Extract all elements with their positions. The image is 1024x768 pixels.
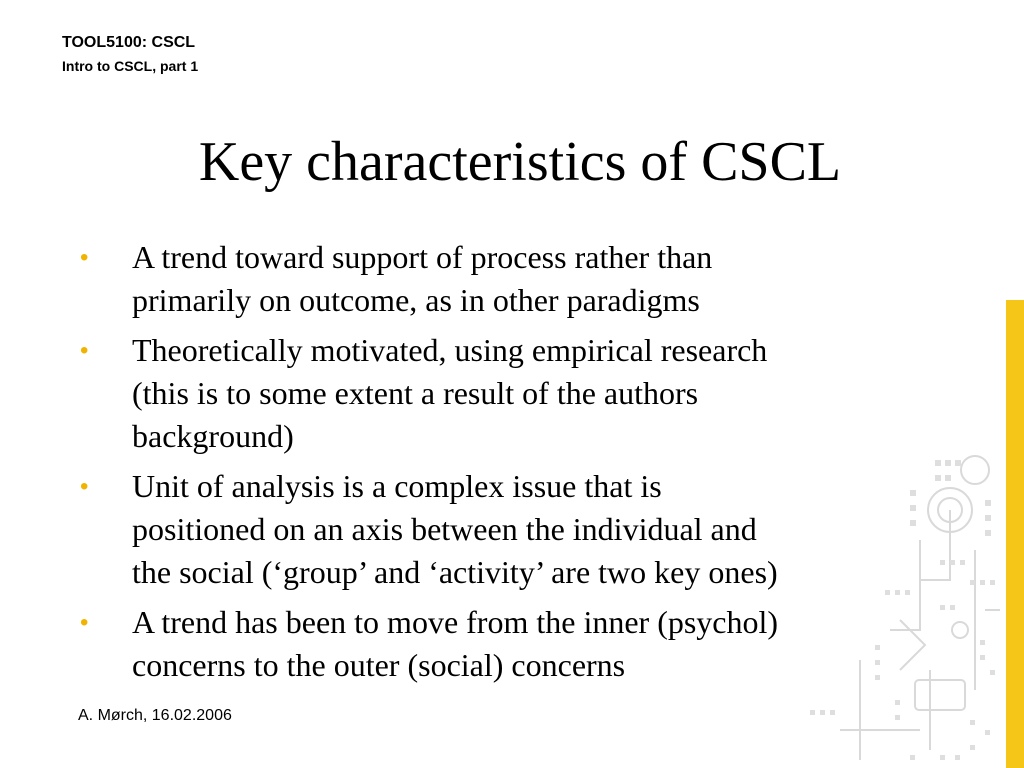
bullet-line: background) — [132, 418, 294, 454]
bullet-line: concerns to the outer (social) concerns — [132, 647, 626, 683]
course-subtitle: Intro to CSCL, part 1 — [62, 58, 199, 74]
bullet-line: positioned on an axis between the individual and — [132, 511, 757, 547]
bullet-item — [80, 236, 960, 322]
bullet-icon: • — [80, 473, 89, 500]
slide-title: Key characteristics of CSCL — [198, 131, 842, 193]
bullet-line: Theoretically motivated, using empirical research — [132, 332, 768, 368]
bullet-line: A trend has been to move from the inner (psychol) — [132, 604, 779, 640]
bullet-line: primarily on outcome, as in other paradigms — [132, 282, 700, 318]
accent-bar — [1006, 300, 1024, 768]
bullet-icon: • — [80, 337, 89, 364]
footer-author-date: A. Mørch, 16.02.2006 — [78, 707, 232, 724]
circuit-decoration — [800, 430, 1005, 768]
course-code: TOOL5100: CSCL — [62, 34, 196, 51]
bullet-line: the social (‘group’ and ‘activity’ are two key ones) — [132, 554, 778, 590]
bullet-icon: • — [80, 244, 89, 271]
bullet-line: Unit of analysis is a complex issue that is — [132, 468, 662, 504]
bullet-line: (this is to some extent a result of the authors — [132, 375, 699, 411]
bullet-icon: • — [80, 609, 89, 636]
bullet-line: A trend toward support of process rather than — [132, 239, 713, 275]
